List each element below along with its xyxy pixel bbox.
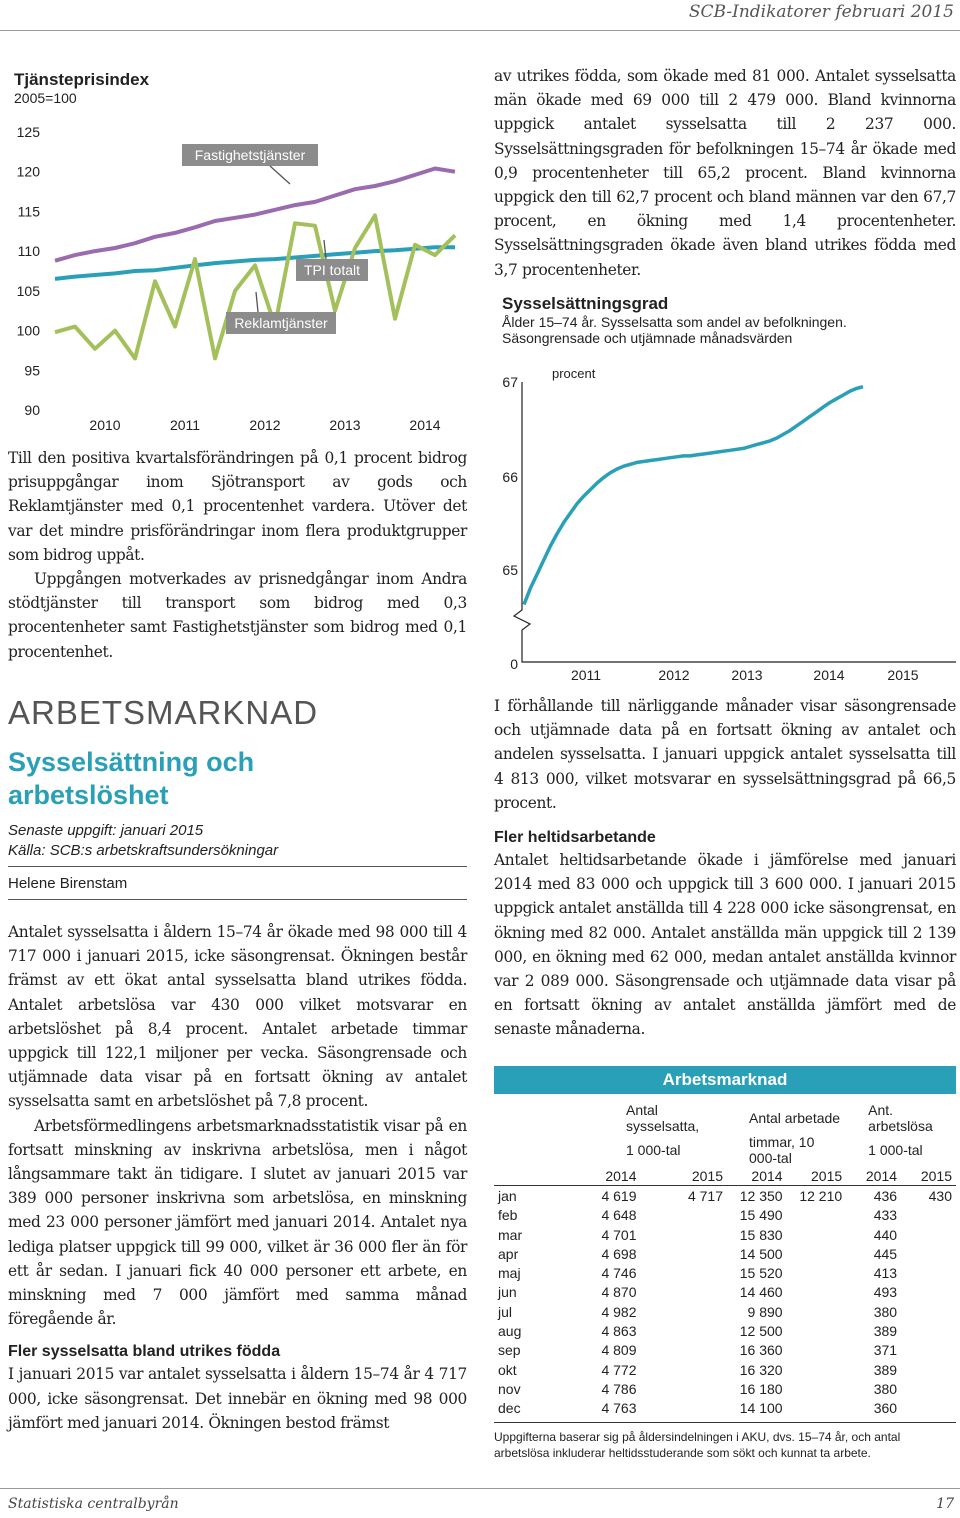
value-cell [641,1206,728,1225]
value-cell: 4 786 [601,1380,637,1397]
value-cell: 15 490 [739,1207,783,1224]
x-tick-label: 2011 [570,667,602,683]
value-cell: 430 [928,1187,952,1204]
x-tick-label: 2011 [169,417,201,433]
value-cell [901,1379,956,1398]
month-cell: jul [498,1303,513,1320]
value-cell [901,1206,956,1225]
value-cell: 436 [873,1187,898,1204]
table-row [494,1244,956,1263]
label-tpi-text: TPI totalt [303,262,361,278]
month-cell: okt [498,1361,517,1378]
value-cell [787,1321,847,1340]
value-cell [641,1244,728,1263]
paragraph: I januari 2015 var antalet sysselsatta i åldern 15–74 år 4 717 000, icke säsongrensat. Det innebär en ökning med 98 000 jämfört med januari 2014. Ökningen bestod främst [8,1365,467,1432]
value-cell: 4 763 [601,1400,637,1417]
paragraph: Arbetsförmedlingens arbetsmarknadsstatistik visar på en fortsatt minskning av inskrivna arbetslösa, men i något långsammare takt än tidigare. I slutet av januari 2015 var 389 000 personer inskrivna som arbetslösa, en minskning med 23 000 personer jämfört med januari 2014. Antalet nya lediga platser uppgick till 99 000, vilket är 36 000 fler än för ett år sedan. I januari fick 40 000 personer ett arbete, en minskning med 7 000 jämfört med samma månad föregående år. [8,1116,467,1329]
chart2-title: Sysselsättningsgrad [502,294,669,313]
table-row [494,1341,956,1360]
table-note: Uppgifterna baserar sig på åldersindelningen i AKU, dvs. 15–74 år, och antal arbetslösa inkluderar heltidsstuderande som sökt och kunnat ta arbete. [494,1429,901,1460]
table-header-row [494,1134,956,1166]
month-cell: jan [498,1187,517,1204]
value-cell: 9 890 [747,1303,783,1320]
paragraph: Antalet sysselsatta i åldern 15–74 år ökade med 98 000 till 4 717 000 i januari 2015, icke säsongrensat. Ökningen består främst av ett ökat antal sysselsatta bland utrikes födda. Antalet arbetslösa var 430 000 vilket motsvarar en arbetslöshet på 8,4 procent. Antalet arbetade timmar uppgick till 122,1 miljoner per vecka. Säsongrensade och utjämnade data visar på en fortsatt ökning av antalet sysselsatta samt en arbetslöshet på 7,8 procent. [8,923,467,1111]
value-cell [901,1244,956,1263]
chart1-heading [14,70,149,106]
value-cell [787,1379,847,1398]
value-cell: 12 500 [739,1323,783,1340]
value-cell: 4 701 [601,1226,637,1243]
year-header: 2015 [691,1167,723,1184]
subheading: Fler sysselsatta bland utrikes födda [8,1343,281,1361]
y-tick-label: 125 [16,124,40,140]
value-cell: 4 870 [601,1284,637,1301]
value-cell [787,1399,847,1418]
value-cell: 4 772 [601,1361,637,1378]
chart2-axis [514,382,956,662]
fastighet-series-line [55,169,455,261]
value-cell: 16 180 [739,1380,783,1397]
value-cell: 4 698 [601,1245,637,1262]
table-row [494,1360,956,1379]
table-title: Arbetsmarknad [494,1066,956,1094]
y-tick-label: 115 [17,203,40,220]
value-cell: 4 982 [601,1303,637,1320]
col-group-header: Ant. arbetslösa [868,1102,933,1134]
footer-rule [0,1488,960,1489]
value-cell: 16 320 [739,1361,783,1378]
value-cell [641,1360,728,1379]
table-year-row [494,1166,956,1186]
footer-publisher: Statistiska centralbyrån [8,1496,179,1512]
label-fastighet-text: Fastighetstjänster [194,147,306,163]
value-cell [901,1399,956,1418]
value-cell: 493 [873,1284,898,1301]
table-row [494,1321,956,1340]
author: Helene Birenstam [8,875,128,892]
chart1-title: Tjänsteprisindex [14,70,150,89]
value-cell [641,1283,728,1302]
value-cell: 4 863 [601,1323,637,1340]
y-tick-label: 67 [502,374,518,390]
label-reklam-text: Reklamtjänster [234,315,328,331]
paragraph: Till den positiva kvartalsförändringen på 0,1 procent bidrog prisuppgångar inom Sjötransport av gods och Reklamtjänster med 0,1 procentenhet vardera. Utöver det var det mindre prisförändringar inom flera produktgrupper som bidrog uppåt. [8,449,467,564]
value-cell: 440 [873,1226,898,1243]
arbetsmarknad-table [494,1102,956,1418]
value-cell: 14 100 [739,1400,783,1417]
value-cell [787,1244,847,1263]
chart2-subtitle1: Ålder 15–74 år. Sysselsatta som andel av befolkningen. [502,314,847,330]
month-cell: jun [498,1284,517,1301]
table-row [494,1399,956,1418]
value-cell: 4 746 [601,1265,637,1282]
label-fastighet [182,144,318,184]
chart2-heading [502,294,952,346]
table-row [494,1186,956,1206]
value-cell [787,1263,847,1282]
reklam-series-line [55,215,455,358]
y-tick-label: 90 [24,402,40,418]
x-tick-label: 2015 [887,667,919,683]
month-cell: maj [498,1265,521,1282]
year-header: 2015 [920,1167,952,1184]
y-tick-label: 95 [24,362,40,379]
value-cell [901,1283,956,1302]
col-group-unit: 1 000-tal [626,1142,681,1158]
col1-body [8,920,467,1435]
latest-data: Senaste uppgift: januari 2015 [8,822,204,839]
value-cell: 15 830 [739,1226,783,1243]
year-header: 2014 [865,1167,898,1184]
table-row [494,1206,956,1225]
page-number: 17 [936,1496,954,1512]
x-tick-label: 2013 [329,417,361,433]
month-cell: sep [498,1342,521,1359]
value-cell: 380 [873,1303,898,1320]
arbetsmarknad-table-box [494,1066,956,1461]
table-row [494,1263,956,1282]
value-cell: 14 500 [739,1245,783,1262]
col-group-unit: 1 000-tal [868,1142,923,1158]
value-cell: 389 [873,1361,898,1378]
value-cell: 4 619 [601,1187,637,1204]
table-row [494,1225,956,1244]
paragraph: Uppgången motverkades av prisnedgångar inom Andra stödtjänster till transport som bidrog med 0,3 procentenheter samt Fastighetstjänster som bidrog med 0,1 procentenhet. [8,570,467,661]
col1-intro [8,446,467,664]
y-tick-label: 105 [16,282,40,299]
value-cell [787,1360,847,1379]
article-title-line1: Sysselsättning och [8,747,255,777]
value-cell [901,1360,956,1379]
section-arbetsmarknad [8,694,467,900]
value-cell [901,1302,956,1321]
value-cell [641,1399,728,1418]
value-cell: 360 [873,1400,898,1417]
author-rule [8,866,467,867]
month-cell: mar [498,1226,523,1243]
value-cell [901,1263,956,1282]
col2-top [494,64,956,282]
value-cell: 433 [873,1207,898,1224]
value-cell [787,1341,847,1360]
unit-label: procent [552,366,596,381]
value-cell: 413 [873,1265,898,1282]
value-cell: 389 [873,1323,898,1340]
section-title: ARBETSMARKNAD [8,694,319,731]
y-tick-label: 100 [16,322,40,339]
value-cell [901,1321,956,1340]
month-cell: nov [498,1380,521,1397]
table-bottom-rule [494,1422,956,1423]
value-cell: 4 809 [601,1342,637,1359]
month-cell: feb [498,1207,518,1224]
month-cell: dec [498,1400,521,1417]
col2-body [494,694,956,1042]
x-tick-label: 2014 [813,667,845,683]
value-cell: 4 648 [601,1207,637,1224]
chart2-subtitle2: Säsongrensade och utjämnade månadsvärden [502,330,793,346]
value-cell: 12 350 [739,1187,783,1204]
col-group-unit: timmar, 10 000-tal [749,1134,815,1166]
article-title-line2: arbetslöshet [8,780,169,810]
value-cell: 4 717 [687,1187,723,1204]
source: Källa: SCB:s arbetskraftsundersökningar [8,842,279,859]
header-rule [0,30,960,31]
x-tick-label: 2012 [249,417,281,433]
value-cell [641,1302,728,1321]
value-cell [787,1225,847,1244]
y-tick-label: 66 [502,469,518,485]
value-cell [641,1225,728,1244]
col-group-header: Antal sysselsatta, [626,1102,700,1134]
tpi-chart [0,110,470,440]
author-rule [8,899,467,900]
paragraph: I förhållande till närliggande månader visar säsongrensade och utjämnade data på en fortsatt ökning av antalet och andelen sysselsatta. I januari uppgick antalet sysselsatta till 4 813 000, vilket motsvarar en sysselsättningsgrad på 66,5 procent. [494,697,956,812]
table-row [494,1283,956,1302]
year-header: 2014 [605,1167,637,1184]
x-tick-label: 2010 [89,417,121,433]
x-tick-label: 2013 [731,667,763,683]
value-cell [787,1283,847,1302]
year-header: 2014 [751,1167,783,1184]
value-cell: 445 [873,1245,898,1262]
month-cell: apr [498,1245,519,1262]
y-tick-label: 65 [502,562,518,578]
running-header: SCB-Indikatorer februari 2015 [688,2,954,22]
employment-rate-chart [494,360,960,690]
value-cell: 371 [873,1342,898,1359]
x-tick-label: 2014 [409,417,441,433]
y-tick-label: 0 [510,656,518,672]
paragraph: Antalet heltidsarbetande ökade i jämförelse med januari 2014 med 83 000 och uppgick till 3 600 000. I januari 2015 uppgick antalet anställda till 4 228 000 icke säsongrensat, en ökning med 82 000. Antalet anställda män uppgick till 2 139 000, en ökning med 62 000, medan antalet anställda kvinnor var 2 089 000. Säsongrensade och utjämnade data visar på en fortsatt ökning av antalet anställda jämfört med de senaste månaderna. [494,851,956,1039]
table-row [494,1379,956,1398]
y-tick-label: 110 [17,243,40,260]
value-cell: 12 210 [799,1187,843,1204]
value-cell [641,1263,728,1282]
chart1-subtitle: 2005=100 [14,90,77,106]
value-cell [641,1341,728,1360]
x-tick-label: 2012 [658,667,690,683]
value-cell: 15 520 [739,1265,783,1282]
tpi-series-line [55,247,455,279]
employment-rate-line [524,387,863,605]
value-cell [901,1341,956,1360]
table-row [494,1302,956,1321]
value-cell: 380 [873,1380,898,1397]
y-tick-label: 120 [16,163,40,180]
value-cell [901,1225,956,1244]
value-cell [641,1321,728,1340]
table-header-row [494,1102,956,1134]
paragraph: av utrikes födda, som ökade med 81 000. Antalet sysselsatta män ökade med 69 000 till 2 479 000. Bland kvinnorna uppgick antalet sysselsatta till 2 237 000. Sysselsättningsgraden för befolkningen 15–74 år ökade med 0,9 procentenheter till 65,2 procent. Bland kvinnorna uppgick den till 62,7 procent och bland männen var den 67,7 procent, en ökning med 1,4 procentenheter. Sysselsättningsgraden ökade även bland utrikes födda med 3,7 procentenheter. [494,67,956,279]
value-cell: 14 460 [739,1284,783,1301]
subheading: Fler heltidsarbetande [494,829,656,847]
value-cell: 16 360 [739,1342,783,1359]
col-group-header: Antal arbetade [749,1110,841,1126]
year-header: 2015 [811,1167,843,1184]
month-cell: aug [498,1323,522,1340]
value-cell [787,1302,847,1321]
value-cell [641,1379,728,1398]
value-cell [787,1206,847,1225]
